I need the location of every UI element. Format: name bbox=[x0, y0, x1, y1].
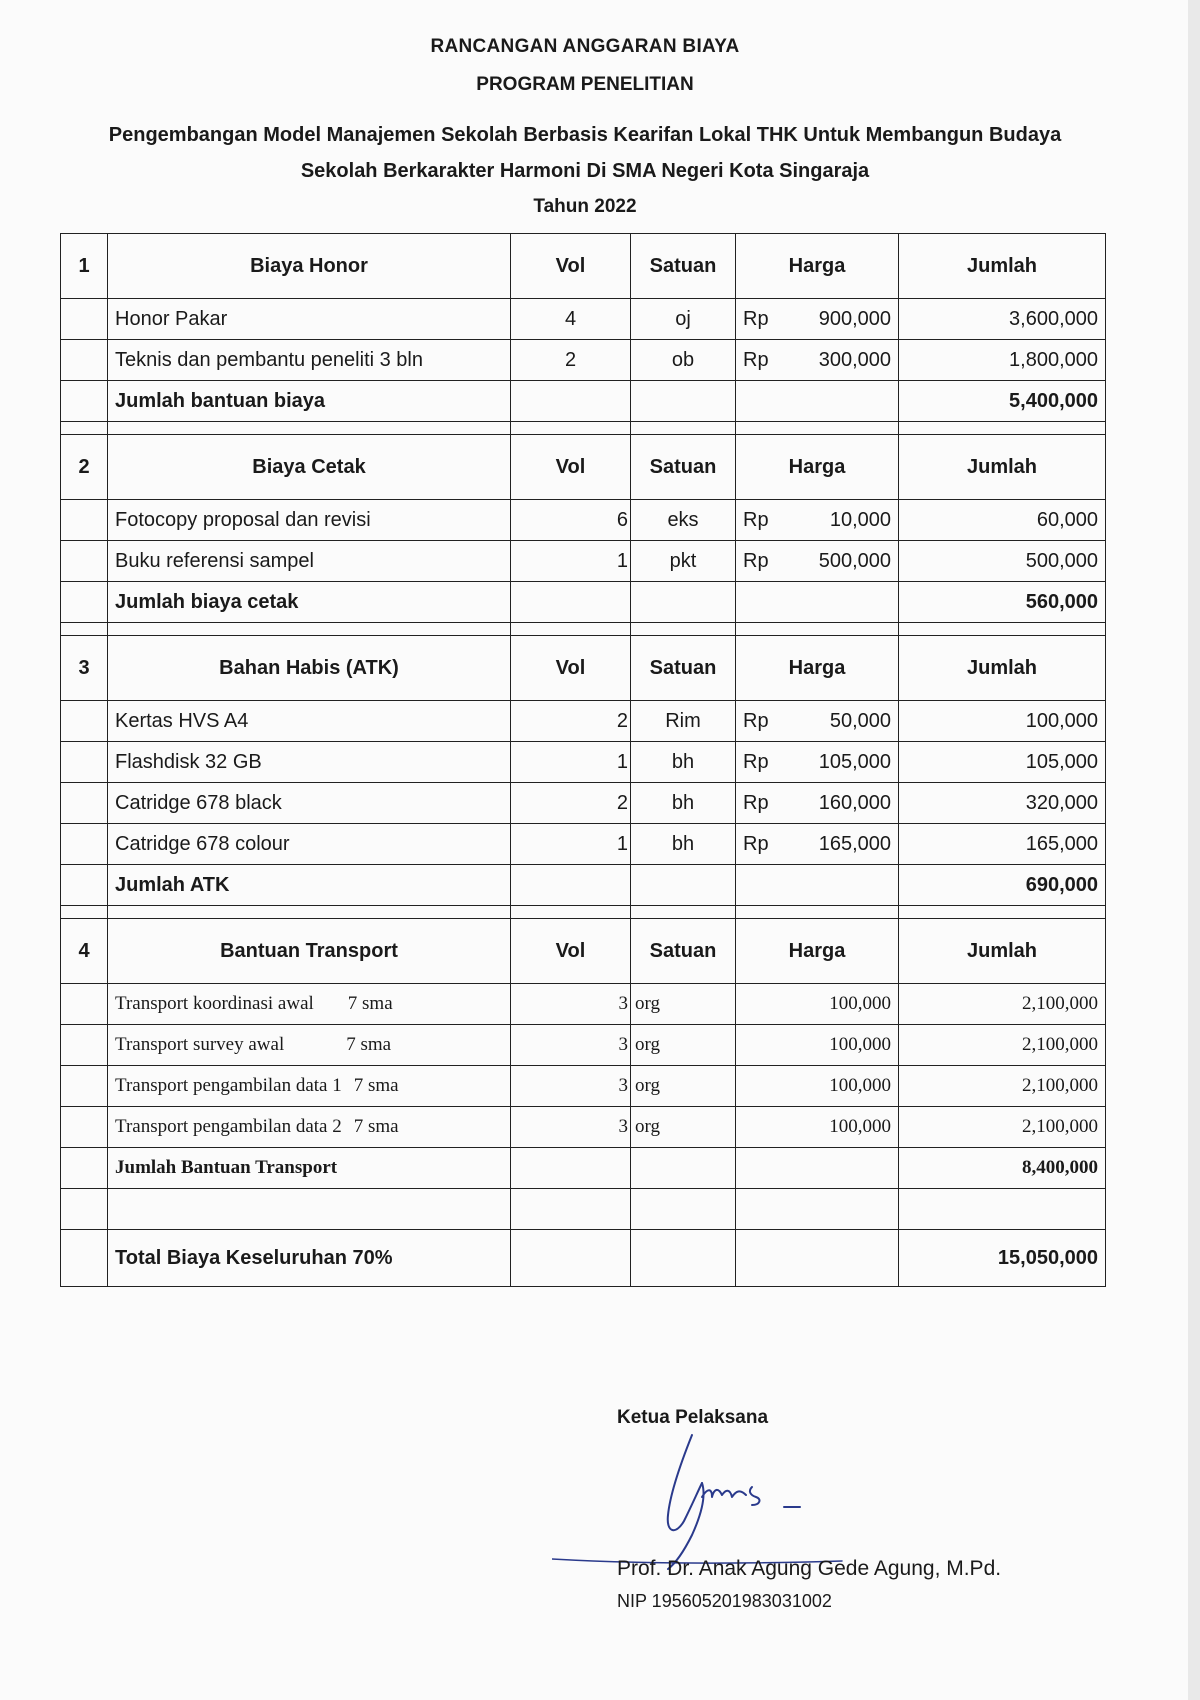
item-name-text: Transport koordinasi awal bbox=[115, 993, 314, 1014]
subtotal-label: Jumlah bantuan biaya bbox=[108, 381, 511, 422]
item-name-text: Transport survey awal bbox=[115, 1034, 285, 1055]
col-harga-header: Harga bbox=[736, 919, 899, 984]
subtotal-row bbox=[61, 582, 1106, 623]
item-harga: 160,000 bbox=[781, 783, 899, 824]
item-sma-count: 7 sma bbox=[353, 1075, 399, 1096]
item-satuan: bh bbox=[631, 824, 736, 865]
item-vol: 3 bbox=[511, 984, 631, 1025]
item-vol: 6 bbox=[511, 500, 631, 541]
item-satuan: org bbox=[631, 1025, 736, 1066]
item-satuan: bh bbox=[631, 783, 736, 824]
section-header-atk bbox=[61, 636, 1106, 701]
item-name: Teknis dan pembantu peneliti 3 bln bbox=[108, 340, 511, 381]
signer-name: Prof. Dr. Anak Agung Gede Agung, M.Pd. bbox=[617, 1557, 1002, 1580]
item-vol: 1 bbox=[511, 742, 631, 783]
table-row bbox=[61, 701, 1106, 742]
section-title: Biaya Cetak bbox=[108, 435, 511, 500]
item-harga: 50,000 bbox=[781, 701, 899, 742]
item-name bbox=[108, 1066, 511, 1107]
row-number bbox=[61, 500, 108, 541]
item-satuan: Rim bbox=[631, 701, 736, 742]
handwritten-signature bbox=[552, 1425, 882, 1575]
item-satuan: bh bbox=[631, 742, 736, 783]
item-name: Buku referensi sampel bbox=[108, 541, 511, 582]
col-harga-header: Harga bbox=[736, 435, 899, 500]
item-jumlah: 2,100,000 bbox=[899, 1107, 1106, 1148]
item-name: Flashdisk 32 GB bbox=[108, 742, 511, 783]
currency-label: Rp bbox=[736, 500, 781, 541]
row-number bbox=[61, 701, 108, 742]
subtotal-value: 690,000 bbox=[899, 865, 1106, 906]
section-title: Bantuan Transport bbox=[108, 919, 511, 984]
row-number bbox=[61, 742, 108, 783]
item-vol: 3 bbox=[511, 1025, 631, 1066]
col-satuan-header: Satuan bbox=[631, 435, 736, 500]
item-jumlah: 2,100,000 bbox=[899, 1025, 1106, 1066]
research-subject-line-2: Sekolah Berkarakter Harmoni Di SMA Negeri Kota Singaraja bbox=[300, 160, 870, 182]
item-satuan: ob bbox=[631, 340, 736, 381]
item-name: Fotocopy proposal dan revisi bbox=[108, 500, 511, 541]
row-number bbox=[61, 1107, 108, 1148]
item-harga: 10,000 bbox=[781, 500, 899, 541]
item-name: Kertas HVS A4 bbox=[108, 701, 511, 742]
item-vol: 2 bbox=[511, 340, 631, 381]
col-jumlah-header: Jumlah bbox=[899, 919, 1106, 984]
col-satuan-header: Satuan bbox=[631, 919, 736, 984]
item-vol: 4 bbox=[511, 299, 631, 340]
row-number bbox=[61, 541, 108, 582]
table-row bbox=[61, 340, 1106, 381]
research-subject-line-1: Pengembangan Model Manajemen Sekolah Berbasis Kearifan Lokal THK Untuk Membangun Budaya bbox=[108, 124, 1062, 146]
item-harga: 100,000 bbox=[736, 984, 899, 1025]
section-header-cetak bbox=[61, 435, 1106, 500]
grand-total-label: Total Biaya Keseluruhan 70% bbox=[108, 1230, 511, 1287]
item-satuan: org bbox=[631, 984, 736, 1025]
row-number bbox=[61, 340, 108, 381]
col-vol-header: Vol bbox=[511, 636, 631, 701]
spacer-row bbox=[61, 906, 1106, 919]
item-harga: 100,000 bbox=[736, 1066, 899, 1107]
section-number: 2 bbox=[61, 435, 108, 500]
row-number bbox=[61, 783, 108, 824]
col-vol-header: Vol bbox=[511, 919, 631, 984]
row-number bbox=[61, 299, 108, 340]
row-number bbox=[61, 984, 108, 1025]
subtotal-value: 8,400,000 bbox=[899, 1148, 1106, 1189]
item-harga: 500,000 bbox=[781, 541, 899, 582]
signer-title: Ketua Pelaksana bbox=[617, 1407, 769, 1428]
row-number bbox=[61, 824, 108, 865]
col-vol-header: Vol bbox=[511, 234, 631, 299]
item-name bbox=[108, 1025, 511, 1066]
table-row bbox=[61, 824, 1106, 865]
col-satuan-header: Satuan bbox=[631, 636, 736, 701]
col-harga-header: Harga bbox=[736, 234, 899, 299]
item-jumlah: 500,000 bbox=[899, 541, 1106, 582]
item-name-text: Transport pengambilan data 2 bbox=[115, 1116, 342, 1137]
item-jumlah: 3,600,000 bbox=[899, 299, 1106, 340]
item-name: Catridge 678 colour bbox=[108, 824, 511, 865]
section-title: Biaya Honor bbox=[108, 234, 511, 299]
section-number: 4 bbox=[61, 919, 108, 984]
item-harga: 100,000 bbox=[736, 1107, 899, 1148]
item-satuan: org bbox=[631, 1066, 736, 1107]
section-header-transport bbox=[61, 919, 1106, 984]
table-row bbox=[61, 1066, 1106, 1107]
budget-year: Tahun 2022 bbox=[533, 196, 637, 217]
table-row bbox=[61, 783, 1106, 824]
currency-label: Rp bbox=[736, 299, 781, 340]
item-name-text: Transport pengambilan data 1 bbox=[115, 1075, 342, 1096]
research-subject bbox=[60, 117, 1110, 189]
grand-total-value: 15,050,000 bbox=[899, 1230, 1106, 1287]
subtotal-label: Jumlah Bantuan Transport bbox=[108, 1148, 511, 1189]
subtotal-label: Jumlah ATK bbox=[108, 865, 511, 906]
item-jumlah: 105,000 bbox=[899, 742, 1106, 783]
item-vol: 3 bbox=[511, 1066, 631, 1107]
table-row bbox=[61, 541, 1106, 582]
section-number: 3 bbox=[61, 636, 108, 701]
item-jumlah: 2,100,000 bbox=[899, 1066, 1106, 1107]
item-name bbox=[108, 984, 511, 1025]
subtotal-value: 5,400,000 bbox=[899, 381, 1106, 422]
item-harga: 300,000 bbox=[781, 340, 899, 381]
section-number: 1 bbox=[61, 234, 108, 299]
subtotal-label: Jumlah biaya cetak bbox=[108, 582, 511, 623]
item-satuan: eks bbox=[631, 500, 736, 541]
document-title: RANCANGAN ANGGARAN BIAYA bbox=[430, 36, 740, 57]
table-row bbox=[61, 742, 1106, 783]
subtotal-row bbox=[61, 1148, 1106, 1189]
item-satuan: org bbox=[631, 1107, 736, 1148]
item-harga: 165,000 bbox=[781, 824, 899, 865]
currency-label: Rp bbox=[736, 340, 781, 381]
program-title: PROGRAM PENELITIAN bbox=[476, 74, 694, 95]
item-jumlah: 165,000 bbox=[899, 824, 1106, 865]
item-name bbox=[108, 1107, 511, 1148]
item-vol: 2 bbox=[511, 701, 631, 742]
table-row bbox=[61, 299, 1106, 340]
budget-table bbox=[60, 233, 1106, 1287]
item-jumlah: 1,800,000 bbox=[899, 340, 1106, 381]
row-number bbox=[61, 1025, 108, 1066]
col-jumlah-header: Jumlah bbox=[899, 435, 1106, 500]
item-vol: 1 bbox=[511, 541, 631, 582]
empty-row bbox=[61, 1189, 1106, 1230]
subtotal-row bbox=[61, 865, 1106, 906]
item-name: Honor Pakar bbox=[108, 299, 511, 340]
item-satuan: oj bbox=[631, 299, 736, 340]
item-satuan: pkt bbox=[631, 541, 736, 582]
scan-edge bbox=[1188, 0, 1200, 1700]
subtotal-row bbox=[61, 381, 1106, 422]
currency-label: Rp bbox=[736, 783, 781, 824]
item-harga: 100,000 bbox=[736, 1025, 899, 1066]
item-harga: 105,000 bbox=[781, 742, 899, 783]
currency-label: Rp bbox=[736, 742, 781, 783]
col-satuan-header: Satuan bbox=[631, 234, 736, 299]
spacer-row bbox=[61, 422, 1106, 435]
item-vol: 3 bbox=[511, 1107, 631, 1148]
signer-nip: NIP 195605201983031002 bbox=[617, 1591, 832, 1611]
col-vol-header: Vol bbox=[511, 435, 631, 500]
item-jumlah: 100,000 bbox=[899, 701, 1106, 742]
grand-total-row bbox=[61, 1230, 1106, 1287]
item-jumlah: 2,100,000 bbox=[899, 984, 1106, 1025]
table-row bbox=[61, 1025, 1106, 1066]
currency-label: Rp bbox=[736, 541, 781, 582]
spacer-row bbox=[61, 623, 1106, 636]
item-jumlah: 60,000 bbox=[899, 500, 1106, 541]
table-row bbox=[61, 500, 1106, 541]
item-harga: 900,000 bbox=[781, 299, 899, 340]
table-row bbox=[61, 984, 1106, 1025]
table-row bbox=[61, 1107, 1106, 1148]
col-harga-header: Harga bbox=[736, 636, 899, 701]
col-jumlah-header: Jumlah bbox=[899, 234, 1106, 299]
item-vol: 1 bbox=[511, 824, 631, 865]
item-name: Catridge 678 black bbox=[108, 783, 511, 824]
subtotal-value: 560,000 bbox=[899, 582, 1106, 623]
section-title: Bahan Habis (ATK) bbox=[108, 636, 511, 701]
col-jumlah-header: Jumlah bbox=[899, 636, 1106, 701]
item-vol: 2 bbox=[511, 783, 631, 824]
item-jumlah: 320,000 bbox=[899, 783, 1106, 824]
item-sma-count: 7 sma bbox=[353, 1116, 399, 1137]
currency-label: Rp bbox=[736, 824, 781, 865]
item-sma-count: 7 sma bbox=[347, 993, 393, 1014]
item-sma-count: 7 sma bbox=[346, 1034, 392, 1055]
section-header-honor bbox=[61, 234, 1106, 299]
row-number bbox=[61, 1066, 108, 1107]
currency-label: Rp bbox=[736, 701, 781, 742]
